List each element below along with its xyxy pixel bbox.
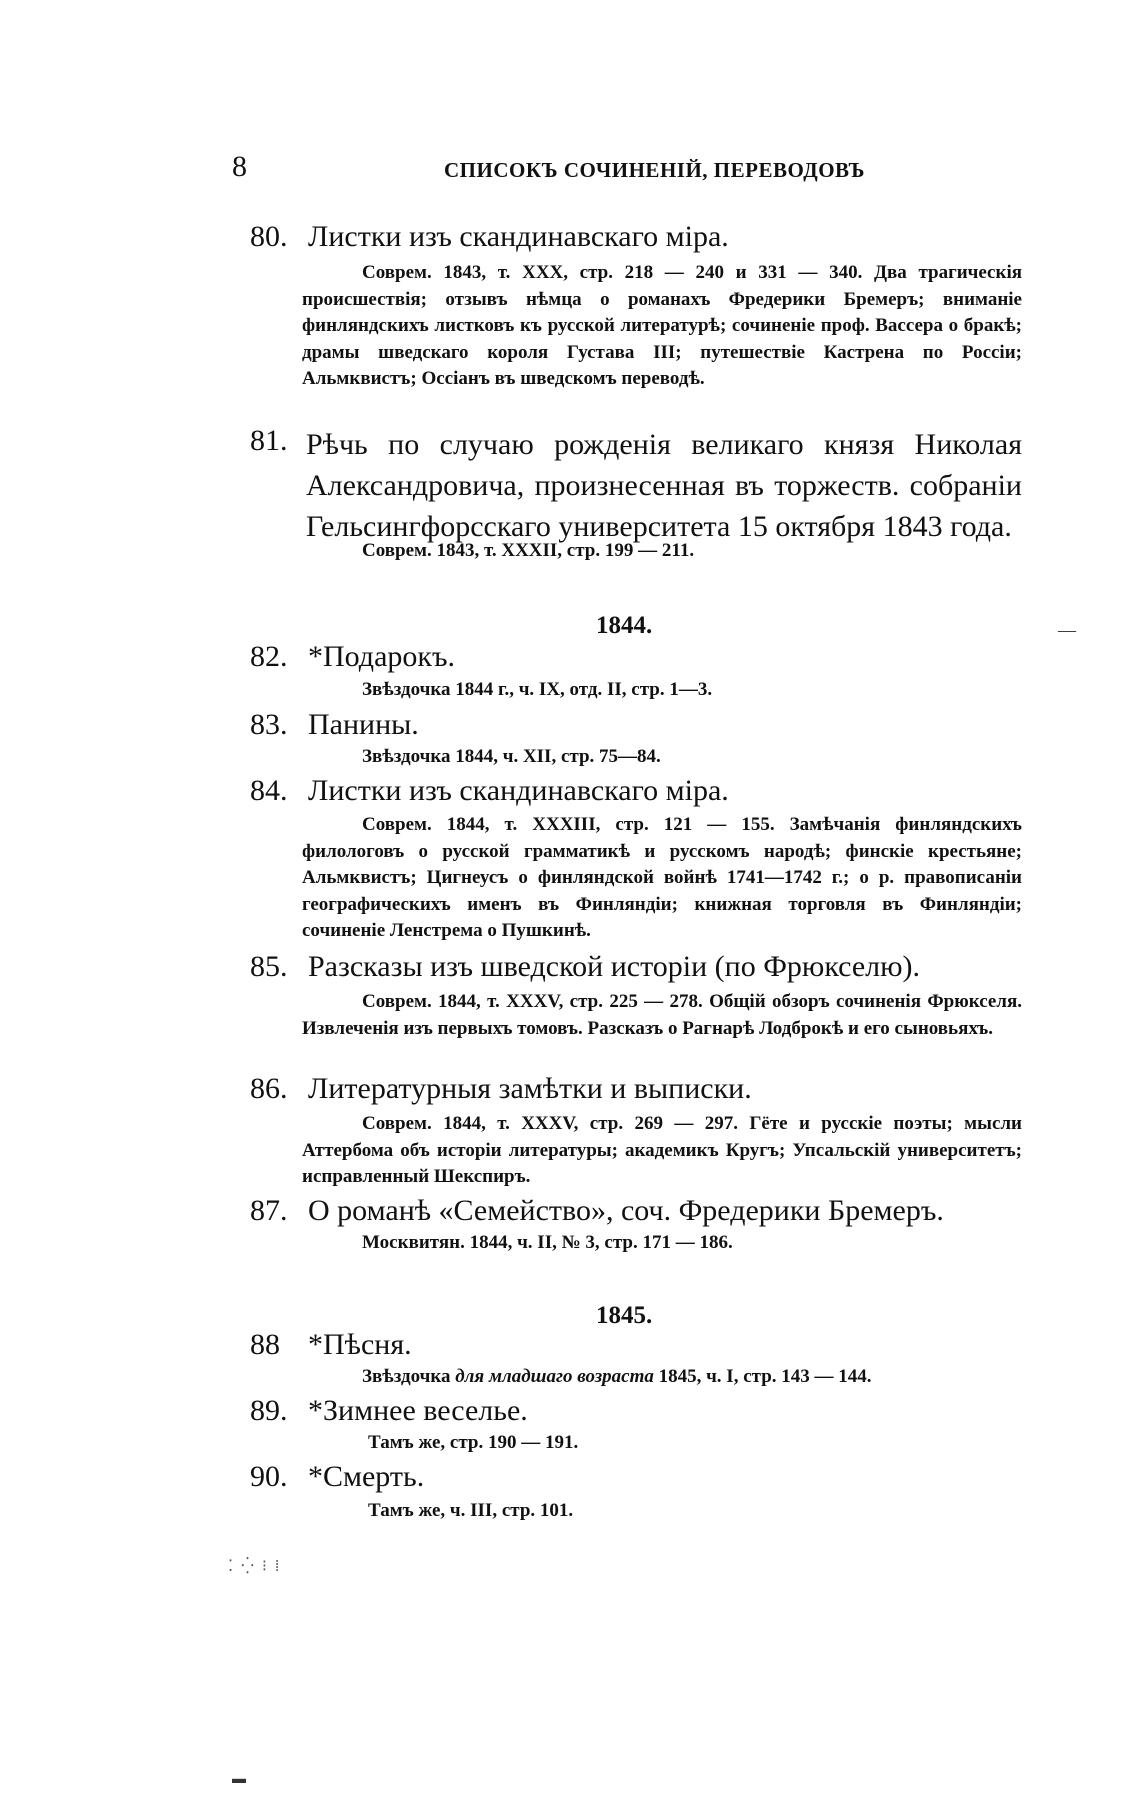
- entry-89-number: 89.: [250, 1394, 288, 1427]
- entry-82-source: Звѣздочка 1844 г., ч. IX, отд. II, стр. 1—3.: [362, 679, 713, 700]
- entry-83-title: Панины.: [308, 708, 419, 741]
- entry-83-source: Звѣздочка 1844, ч. XII, стр. 75—84.: [362, 746, 661, 767]
- entry-82-title: *Подарокъ.: [308, 640, 455, 673]
- entry-88-source-a: Звѣздочка: [362, 1366, 451, 1387]
- page-number: 8: [232, 150, 247, 183]
- entry-80-description: Соврем. 1843, т. XXX, стр. 218 — 240 и 331 — 340. Два трагическія происшествія; отзывъ нѣмца о романахъ Фредерики Бремеръ; вниманіе финляндскихъ листковъ къ русской литературѣ; сочиненіе проф. Вассера о бракѣ; драмы шведскаго короля Густава III; путешествіе Кастрена по Россіи; Альмквистъ; Оссіанъ въ шведскомъ переводѣ.: [302, 262, 1022, 389]
- entry-86-description: Соврем. 1844, т. XXXV, стр. 269 — 297. Гёте и русскіе поэты; мысли Аттербома объ исторіи литературы; академикъ Кругъ; Упсальскій университетъ; исправленный Шекспиръ.: [302, 1113, 1022, 1187]
- entry-88-source: [362, 1366, 872, 1388]
- entry-86-title: Литературныя замѣтки и выписки.: [308, 1072, 752, 1105]
- entry-89-source: Тамъ же, стр. 190 — 191.: [368, 1432, 579, 1453]
- entry-81-number: 81.: [250, 424, 288, 457]
- entry-84-number: 84.: [250, 774, 288, 807]
- entry-81-title: Рѣчь по случаю рожденія великаго князя Николая Александровича, произнесенная въ торжеств. собраніи Гельсингфорсскаго университета 15 октября 1843 года.: [306, 428, 1022, 543]
- entry-90-number: 90.: [250, 1460, 288, 1493]
- entry-87-title: О романѣ «Семейство», соч. Фредерики Бремеръ.: [308, 1194, 944, 1227]
- entry-88-source-b: 1845, ч. I, стр. 143 — 144.: [658, 1366, 872, 1387]
- entry-85-title: Разсказы изъ шведской исторіи (по Фрюкселю).: [308, 950, 921, 983]
- scan-artifact-line: ▬: [232, 1772, 246, 1787]
- running-title: СПИСОКЪ СОЧИНЕНІЙ, ПЕРЕВОДОВЪ: [444, 158, 865, 182]
- entry-80-number: 80.: [250, 220, 288, 253]
- scan-artifact-dots: ⁚ ⁛ ⁝ ⁞: [228, 1558, 282, 1575]
- entry-84-title: Листки изъ скандинавскаго міра.: [308, 774, 729, 807]
- entry-80-title: Листки изъ скандинавскаго міра.: [308, 220, 729, 253]
- entry-82-number: 82.: [250, 640, 288, 673]
- entry-85-number: 85.: [250, 950, 288, 983]
- entry-90-source: Тамъ же, ч. III, стр. 101.: [368, 1500, 574, 1521]
- entry-84-description: Соврем. 1844, т. XXXIII, стр. 121 — 155. Замѣчанія финляндскихъ филологовъ о русской грамматикѣ и русскомъ народѣ; финскіе крестьяне; Альмквистъ; Цигнеусъ о финляндской войнѣ 1741—1742 г.; о р. правописаніи географическихъ именъ въ Финляндіи; книжная торговля въ Финляндіи; сочиненіе Ленстрема о Пушкинѣ.: [302, 814, 1022, 941]
- entry-88-title: *Пѣсня.: [308, 1328, 412, 1361]
- entry-88-source-italic: для младшаго возраста: [455, 1366, 654, 1387]
- entry-89-title: *Зимнее веселье.: [308, 1394, 528, 1427]
- entry-88-number: 88: [250, 1328, 280, 1361]
- entry-90-title: *Смерть.: [308, 1460, 425, 1493]
- entry-85-description: Соврем. 1844, т. XXXV, стр. 225 — 278. Общій обзоръ сочиненія Фрюкселя. Извлеченія изъ первыхъ томовъ. Разсказъ о Рагнарѣ Лодброкѣ и его сыновьяхъ.: [302, 991, 1022, 1039]
- entry-87-source: Москвитян. 1844, ч. II, № 3, стр. 171 — 186.: [362, 1232, 733, 1253]
- entry-86-number: 86.: [250, 1072, 288, 1105]
- entry-87-number: 87.: [250, 1194, 288, 1227]
- margin-mark: —: [1058, 620, 1076, 640]
- entry-81-source: Соврем. 1843, т. XXXII, стр. 199 — 211.: [362, 540, 695, 561]
- year-heading-1845: 1845.: [596, 1302, 653, 1329]
- entry-83-number: 83.: [250, 708, 288, 741]
- year-heading-1844: 1844.: [596, 612, 653, 639]
